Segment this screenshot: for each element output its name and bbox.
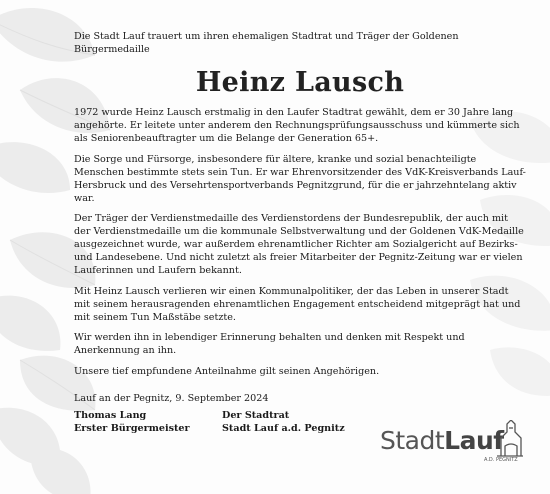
paragraph-3: Der Träger der Verdienstmedaille des Verdienstordens der Bundesrepublik, der auch mit der Verdienstmedaille um die kommunale Selbstverwaltung und der Goldenen VdK-Medaille ausgezeichnet wurde, war außerdem ehrenamtlicher Richter am Sozialgericht auf Bezirks- und Landesebene. Und nicht zuletzt als freier Mitarbeiter der Pegnitz-Zeitung war er vielen Lauferinnen und Laufern bekannt. [74, 213, 524, 276]
signature-mayor-name: Thomas Lang [74, 409, 147, 421]
obituary-content [74, 30, 526, 437]
paragraph-6: Unsere tief empfundene Anteilnahme gilt seinen Angehörigen. [74, 365, 380, 377]
deceased-name: Heinz Lausch [195, 67, 405, 98]
town-tower-icon [493, 420, 525, 458]
intro-text: Die Stadt Lauf trauert um ihren ehemaligen Stadtrat und Träger der Goldenen Bürgermedaille [74, 31, 459, 55]
logo-wordmark [380, 426, 504, 456]
paragraph-5: Wir werden ihn in lebendiger Erinnerung behalten und denken mit Respekt und Anerkennung an ihn. [74, 332, 465, 356]
signature-mayor [74, 409, 190, 435]
signature-council-line1: Der Stadtrat [222, 409, 290, 421]
signature-council-line2: Stadt Lauf a.d. Pegnitz [222, 422, 345, 434]
signature-mayor-role: Erster Bürgermeister [74, 422, 190, 434]
logo-subtitle: A.D. PEGNITZ [484, 457, 518, 463]
stadt-lauf-logo [380, 420, 530, 470]
paragraph-4: Mit Heinz Lausch verlieren wir einen Kommunalpolitiker, der das Leben in unserer Stadt mit seinem herausragenden ehrenamtlichen Engagement entscheidend mitgeprägt hat und mit seinem Tun Maßstäbe setzte. [74, 285, 521, 323]
paragraph-1: 1972 wurde Heinz Lausch erstmalig in den Laufer Stadtrat gewählt, dem er 30 Jahre lang angehörte. Er leitete unter anderem den Rechnungsprüfungsausschuss und kümmerte sich als Seniorenbeauftragter um die Belange der Generation 65+. [74, 107, 520, 144]
paragraph-2: Die Sorge und Fürsorge, insbesondere für ältere, kranke und sozial benachteiligte Menschen bestimmte stets sein Tun. Er war Ehrenvorsitzender des VdK-Kreisverbands Lauf-Hersbruck und des Versehrtensportverbands Pegnitzgrund, für die er jahrzehntelang aktiv war. [74, 153, 526, 204]
logo-wordmark-part2: Lauf [444, 426, 504, 455]
place-date: Lauf an der Pegnitz, 9. September 2024 [74, 392, 269, 404]
logo-wordmark-part1: Stadt [380, 426, 445, 455]
signature-council [222, 409, 345, 435]
